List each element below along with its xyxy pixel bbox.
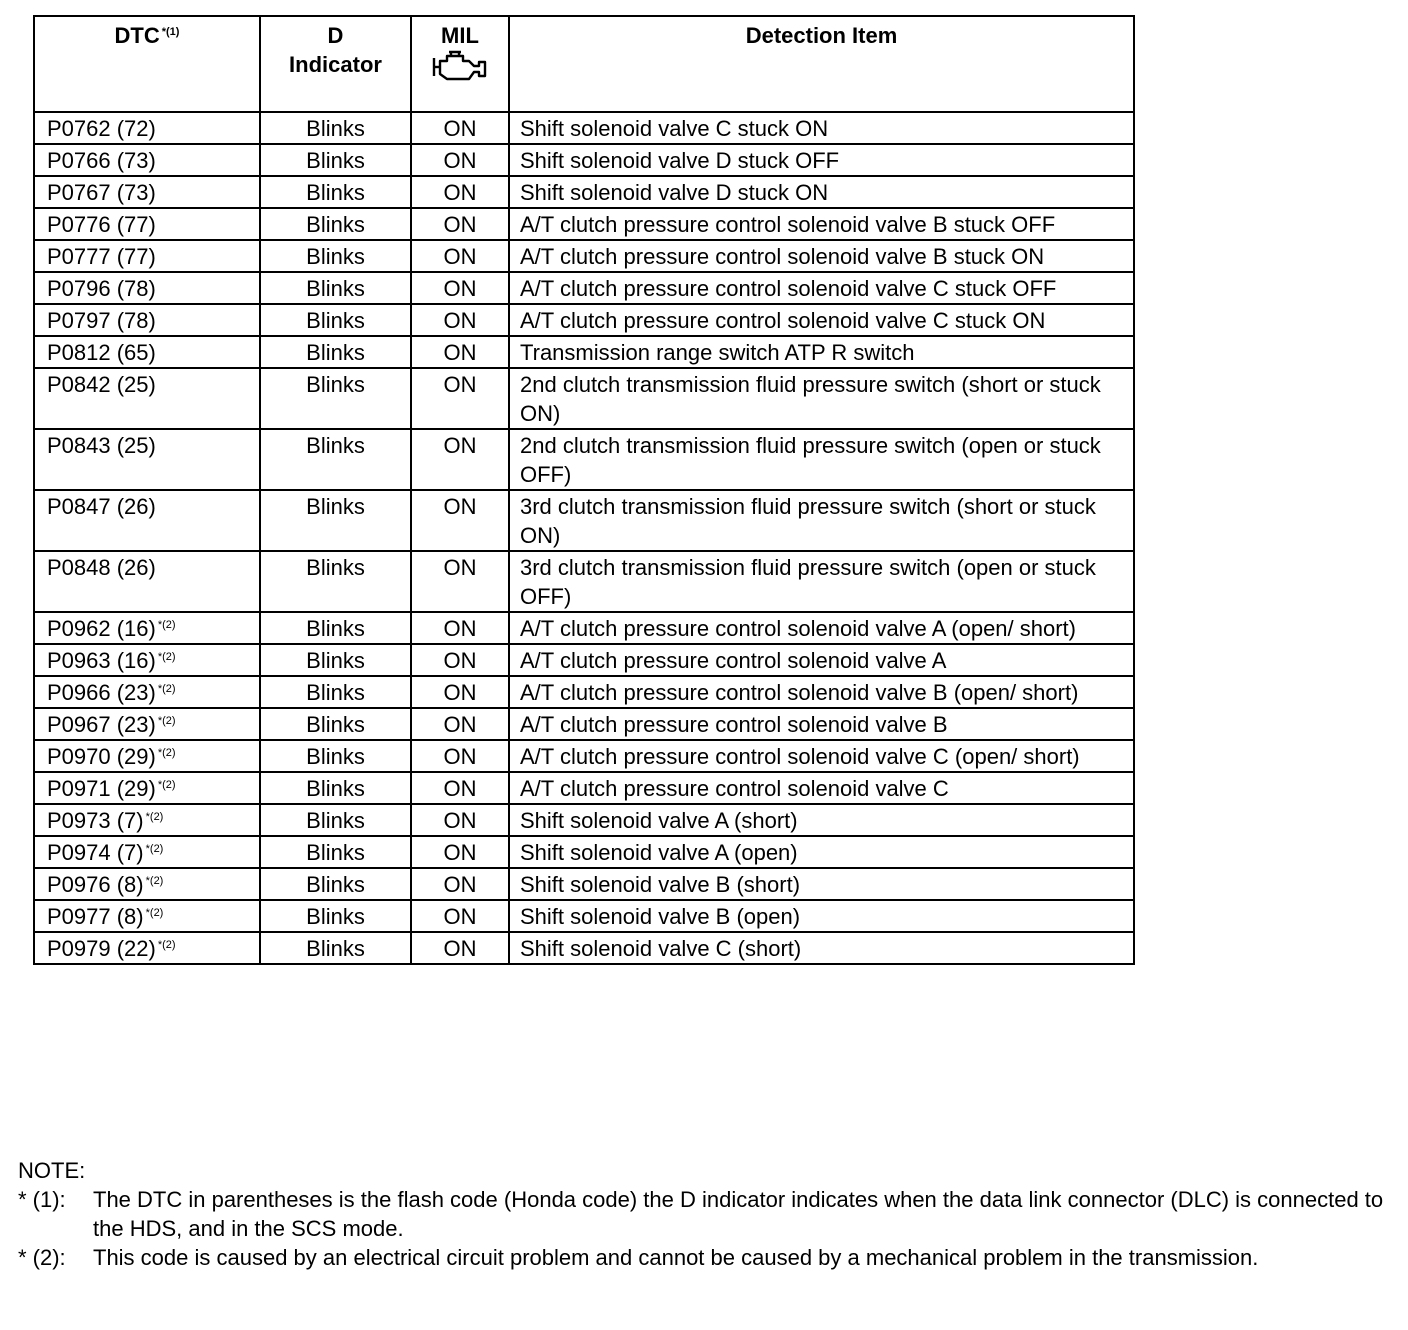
detection-item-cell: A/T clutch pressure control solenoid valve B stuck ON	[509, 240, 1134, 272]
mil-cell: ON	[411, 272, 509, 304]
detection-item-cell: Shift solenoid valve D stuck ON	[509, 176, 1134, 208]
dtc-table-body	[34, 112, 1134, 964]
table-row	[34, 208, 1134, 240]
note-item	[18, 1243, 1388, 1272]
mil-cell: ON	[411, 429, 509, 490]
dtc-code-cell	[34, 676, 260, 708]
dtc-footnote-marker: *(2)	[157, 746, 176, 759]
dtc-code: P0767 (73)	[47, 180, 156, 205]
dtc-code-cell	[34, 708, 260, 740]
d-indicator-cell: Blinks	[260, 932, 411, 964]
detection-item-cell: A/T clutch pressure control solenoid valve A (open/ short)	[509, 612, 1134, 644]
dtc-code: P0971 (29)	[47, 776, 156, 801]
header-d-indicator	[260, 16, 411, 112]
dtc-footnote-marker: *(2)	[157, 650, 176, 663]
dtc-code-cell	[34, 644, 260, 676]
detection-item-cell: Shift solenoid valve A (open)	[509, 836, 1134, 868]
detection-item-cell: A/T clutch pressure control solenoid valve B (open/ short)	[509, 676, 1134, 708]
dtc-code: P0843 (25)	[47, 433, 156, 458]
header-detection-item	[509, 16, 1134, 112]
d-indicator-cell: Blinks	[260, 868, 411, 900]
header-dtc-footnote: *(1)	[161, 25, 180, 38]
dtc-code-cell	[34, 304, 260, 336]
dtc-footnote-marker: *(2)	[157, 682, 176, 695]
mil-cell: ON	[411, 676, 509, 708]
dtc-code: P0847 (26)	[47, 494, 156, 519]
d-indicator-cell: Blinks	[260, 208, 411, 240]
dtc-footnote-marker: *(2)	[157, 714, 176, 727]
table-row	[34, 429, 1134, 490]
dtc-code-cell	[34, 836, 260, 868]
table-row	[34, 612, 1134, 644]
d-indicator-cell: Blinks	[260, 676, 411, 708]
dtc-code-cell	[34, 112, 260, 144]
mil-cell: ON	[411, 868, 509, 900]
dtc-code-cell	[34, 900, 260, 932]
dtc-code: P0976 (8)	[47, 872, 144, 897]
dtc-table	[33, 15, 1135, 965]
table-row	[34, 740, 1134, 772]
dtc-code: P0842 (25)	[47, 372, 156, 397]
table-row	[34, 112, 1134, 144]
table-row	[34, 772, 1134, 804]
dtc-code: P0977 (8)	[47, 904, 144, 929]
detection-item-cell: 3rd clutch transmission fluid pressure switch (open or stuck OFF)	[509, 551, 1134, 612]
detection-item-cell: 2nd clutch transmission fluid pressure switch (open or stuck OFF)	[509, 429, 1134, 490]
note-marker: * (1):	[18, 1187, 66, 1212]
d-indicator-cell: Blinks	[260, 708, 411, 740]
mil-cell: ON	[411, 368, 509, 429]
dtc-code: P0766 (73)	[47, 148, 156, 173]
header-dtc-label: DTC	[114, 23, 160, 48]
mil-cell: ON	[411, 900, 509, 932]
dtc-code: P0967 (23)	[47, 712, 156, 737]
table-row	[34, 240, 1134, 272]
d-indicator-cell: Blinks	[260, 272, 411, 304]
dtc-code-cell	[34, 804, 260, 836]
dtc-code-cell	[34, 240, 260, 272]
dtc-code-cell	[34, 868, 260, 900]
detection-item-cell: Transmission range switch ATP R switch	[509, 336, 1134, 368]
mil-cell: ON	[411, 708, 509, 740]
dtc-code: P0970 (29)	[47, 744, 156, 769]
dtc-code-cell	[34, 740, 260, 772]
note-section	[18, 1156, 1388, 1272]
mil-cell: ON	[411, 112, 509, 144]
dtc-code: P0963 (16)	[47, 648, 156, 673]
detection-item-cell: Shift solenoid valve B (open)	[509, 900, 1134, 932]
table-row	[34, 900, 1134, 932]
dtc-code: P0797 (78)	[47, 308, 156, 333]
dtc-code-cell	[34, 368, 260, 429]
header-dtc	[34, 16, 260, 112]
detection-item-cell: A/T clutch pressure control solenoid valve C stuck OFF	[509, 272, 1134, 304]
header-d-indicator-line1: D	[327, 23, 344, 48]
mil-cell: ON	[411, 740, 509, 772]
d-indicator-cell: Blinks	[260, 429, 411, 490]
d-indicator-cell: Blinks	[260, 176, 411, 208]
dtc-code: P0962 (16)	[47, 616, 156, 641]
dtc-footnote-marker: *(2)	[145, 842, 164, 855]
mil-cell: ON	[411, 240, 509, 272]
mil-cell: ON	[411, 336, 509, 368]
dtc-code: P0848 (26)	[47, 555, 156, 580]
dtc-code: P0979 (22)	[47, 936, 156, 961]
note-marker: * (2):	[18, 1245, 66, 1270]
dtc-code-cell	[34, 490, 260, 551]
mil-cell: ON	[411, 836, 509, 868]
detection-item-cell: Shift solenoid valve D stuck OFF	[509, 144, 1134, 176]
detection-item-cell: Shift solenoid valve B (short)	[509, 868, 1134, 900]
mil-cell: ON	[411, 176, 509, 208]
header-d-indicator-line2: Indicator	[289, 52, 382, 77]
d-indicator-cell: Blinks	[260, 836, 411, 868]
dtc-footnote-marker: *(2)	[145, 810, 164, 823]
table-row	[34, 144, 1134, 176]
mil-cell: ON	[411, 304, 509, 336]
dtc-footnote-marker: *(2)	[145, 874, 164, 887]
dtc-code: P0974 (7)	[47, 840, 144, 865]
dtc-footnote-marker: *(2)	[157, 938, 176, 951]
detection-item-cell: A/T clutch pressure control solenoid valve C (open/ short)	[509, 740, 1134, 772]
note-title: NOTE:	[18, 1158, 86, 1183]
dtc-code: P0776 (77)	[47, 212, 156, 237]
detection-item-cell: A/T clutch pressure control solenoid valve C	[509, 772, 1134, 804]
dtc-footnote-marker: *(2)	[145, 906, 164, 919]
mil-cell: ON	[411, 772, 509, 804]
check-engine-icon	[429, 50, 491, 84]
detection-item-cell: A/T clutch pressure control solenoid valve B	[509, 708, 1134, 740]
table-row	[34, 176, 1134, 208]
dtc-code-cell	[34, 176, 260, 208]
dtc-code-cell	[34, 272, 260, 304]
table-row	[34, 368, 1134, 429]
detection-item-cell: Shift solenoid valve C (short)	[509, 932, 1134, 964]
dtc-code: P0777 (77)	[47, 244, 156, 269]
dtc-code-cell	[34, 336, 260, 368]
note-item	[18, 1185, 1388, 1243]
d-indicator-cell: Blinks	[260, 336, 411, 368]
d-indicator-cell: Blinks	[260, 112, 411, 144]
note-text: This code is caused by an electrical circuit problem and cannot be caused by a mechanical problem in the transmission.	[93, 1245, 1259, 1270]
d-indicator-cell: Blinks	[260, 612, 411, 644]
table-row	[34, 836, 1134, 868]
detection-item-cell: A/T clutch pressure control solenoid valve B stuck OFF	[509, 208, 1134, 240]
mil-cell: ON	[411, 932, 509, 964]
d-indicator-cell: Blinks	[260, 772, 411, 804]
d-indicator-cell: Blinks	[260, 240, 411, 272]
dtc-code: P0812 (65)	[47, 340, 156, 365]
dtc-code-cell	[34, 551, 260, 612]
detection-item-cell: A/T clutch pressure control solenoid valve C stuck ON	[509, 304, 1134, 336]
header-detection-item-label: Detection Item	[745, 23, 898, 48]
detection-item-cell: 3rd clutch transmission fluid pressure switch (short or stuck ON)	[509, 490, 1134, 551]
dtc-code-cell	[34, 932, 260, 964]
note-items	[18, 1185, 1388, 1272]
dtc-code-cell	[34, 429, 260, 490]
d-indicator-cell: Blinks	[260, 900, 411, 932]
d-indicator-cell: Blinks	[260, 304, 411, 336]
table-row	[34, 708, 1134, 740]
mil-cell: ON	[411, 551, 509, 612]
table-row	[34, 336, 1134, 368]
dtc-code: P0973 (7)	[47, 808, 144, 833]
detection-item-cell: Shift solenoid valve A (short)	[509, 804, 1134, 836]
mil-cell: ON	[411, 490, 509, 551]
dtc-code-cell	[34, 144, 260, 176]
table-row	[34, 676, 1134, 708]
table-header-row	[34, 16, 1134, 112]
table-row	[34, 490, 1134, 551]
dtc-code: P0966 (23)	[47, 680, 156, 705]
detection-item-cell: 2nd clutch transmission fluid pressure switch (short or stuck ON)	[509, 368, 1134, 429]
dtc-code: P0796 (78)	[47, 276, 156, 301]
detection-item-cell: A/T clutch pressure control solenoid valve A	[509, 644, 1134, 676]
dtc-code: P0762 (72)	[47, 116, 156, 141]
d-indicator-cell: Blinks	[260, 644, 411, 676]
mil-cell: ON	[411, 144, 509, 176]
detection-item-cell: Shift solenoid valve C stuck ON	[509, 112, 1134, 144]
header-mil	[411, 16, 509, 112]
d-indicator-cell: Blinks	[260, 551, 411, 612]
dtc-footnote-marker: *(2)	[157, 778, 176, 791]
header-mil-label: MIL	[441, 23, 479, 48]
table-row	[34, 932, 1134, 964]
mil-cell: ON	[411, 612, 509, 644]
dtc-footnote-marker: *(2)	[157, 618, 176, 631]
table-row	[34, 804, 1134, 836]
dtc-code-cell	[34, 208, 260, 240]
d-indicator-cell: Blinks	[260, 144, 411, 176]
d-indicator-cell: Blinks	[260, 490, 411, 551]
mil-cell: ON	[411, 804, 509, 836]
mil-cell: ON	[411, 644, 509, 676]
table-row	[34, 868, 1134, 900]
table-row	[34, 272, 1134, 304]
d-indicator-cell: Blinks	[260, 368, 411, 429]
table-row	[34, 551, 1134, 612]
note-text: The DTC in parentheses is the flash code (Honda code) the D indicator indicates when the data link connector (DLC) is connected to the HDS, and in the SCS mode.	[93, 1187, 1384, 1241]
dtc-code-cell	[34, 772, 260, 804]
dtc-code-cell	[34, 612, 260, 644]
table-row	[34, 304, 1134, 336]
table-row	[34, 644, 1134, 676]
d-indicator-cell: Blinks	[260, 804, 411, 836]
mil-cell: ON	[411, 208, 509, 240]
d-indicator-cell: Blinks	[260, 740, 411, 772]
